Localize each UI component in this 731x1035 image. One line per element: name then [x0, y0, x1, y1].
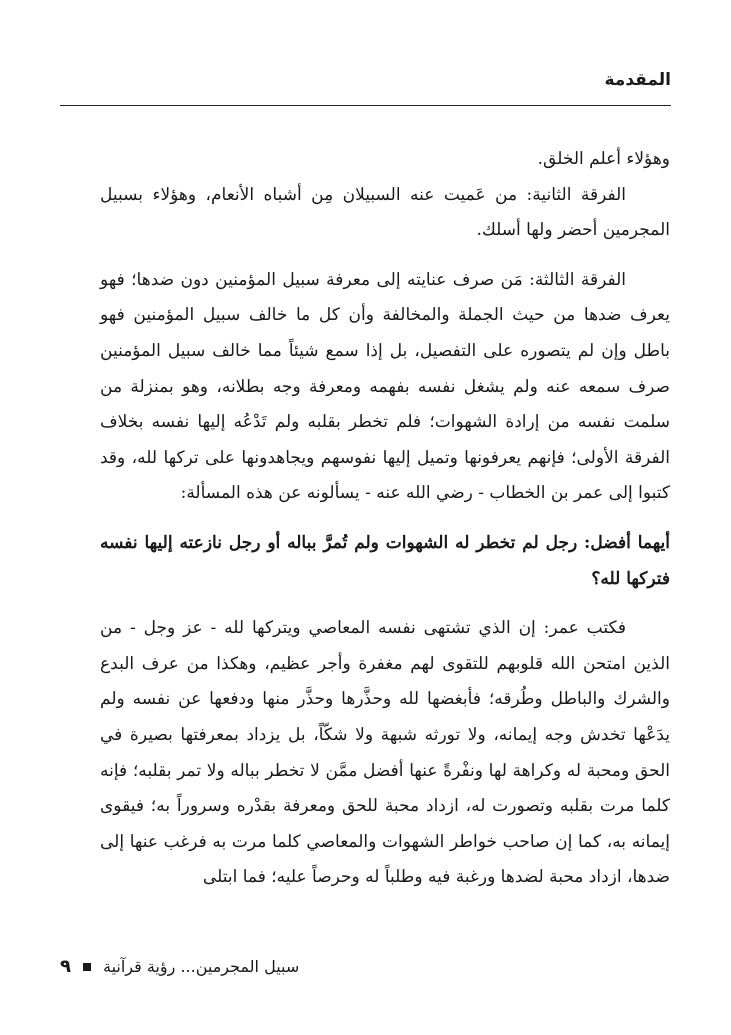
footer-separator-square	[83, 963, 91, 971]
paragraph-5: فكتب عمر: إن الذي تشتهى نفسه المعاصي ويتركها لله - عز وجل - من الذين امتحن الله قلوبهم للتقوى لهم مغفرة وأجر عظيم، وهكذا من عرف البدع والشرك والباطل وطُرقه؛ فأبغضها لله وحذَّرها وحذَّر منها ودفعها عن نفسه ولم يدَعْها تخدش وجه إيمانه، ولا تورثه شبهة ولا شكّاً، بل يزداد بمعرفتها بصيرة في الحق ومحبة له وكراهة لها ونفْرةً عنها أفضل ممَّن لا تخطر بباله ولا تمر بقلبه؛ فإنه كلما مرت بقلبه وتصورت له، ازداد محبة للحق ومعرفة بقدْره وسروراً به؛ فيقوى إيمانه به، كما إن صاحب خواطر الشهوات والمعاصي كلما مرت به فرغب عنها إلى ضدها، ازداد محبة لضدها ورغبة فيه وطلباً له وحرصاً عليه؛ فما ابتلى	[100, 618, 670, 888]
running-header: المقدمة	[604, 70, 671, 90]
page-body	[100, 142, 670, 896]
quoted-question: أيهما أفضل: رجل لم تخطر له الشهوات ولم تُمرَّ بباله أو رجل نازعته إليها نفسه فتركها لله؟	[100, 532, 670, 589]
footer-book-title: سبيل المجرمين... رؤية قرآنية	[103, 957, 300, 976]
page-number: ٩	[60, 956, 71, 977]
paragraph-2: الفرقة الثانية: من عَميت عنه السبيلان مِن أشباه الأنعام، وهؤلاء بسبيل المجرمين أحضر ولها أسلك.	[100, 184, 670, 241]
paragraph-3: الفرقة الثالثة: مَن صرف عنايته إلى معرفة سبيل المؤمنين دون ضدها؛ فهو يعرف ضدها من حيث الجملة والمخالفة وأن كل ما خالف سبيل المؤمنين فهو باطل وإن لم يتصوره على التفصيل، بل إذا سمع شيئاً مما خالف سبيل المؤمنين صرف سمعه عنه ولم يشغل نفسه بفهمه ومعرفة وجه بطلانه، وهو بمنزلة من سلمت نفسه من إرادة الشهوات؛ فلم تخطر بقلبه ولم تَدْعُه إليها نفسه بخلاف الفرقة الأولى؛ فإنهم يعرفونها وتميل إليها نفوسهم ويجاهدونها على تركها لله، وقد كتبوا إلى عمر بن الخطاب - رضي الله عنه - يسألونه عن هذه المسألة:	[100, 269, 670, 504]
paragraph-1: وهؤلاء أعلم الخلق.	[537, 149, 670, 169]
page-footer	[60, 956, 671, 977]
header-rule	[60, 105, 671, 106]
